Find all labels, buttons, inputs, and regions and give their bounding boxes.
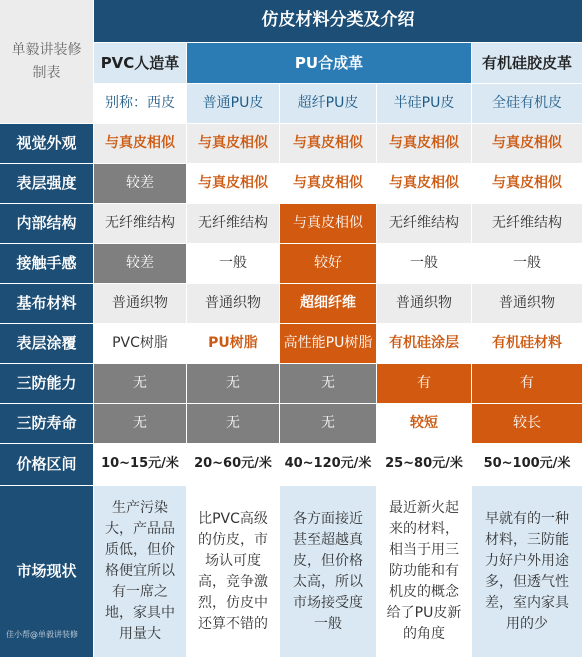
cell-market-full-silicone: 早就有的一种材料，三防能力好户外用途多，但透气性差，室内家具用的少 — [472, 486, 583, 658]
cell-market-normal-pu: 比PVC高级的仿皮，市场认可度高，竞争激烈，仿皮中还算不错的 — [187, 486, 280, 658]
cell-touch-pvc: 较差 — [94, 244, 187, 284]
cell-strength-microfiber-pu: 与真皮相似 — [280, 164, 377, 204]
cell-structure-microfiber-pu: 与真皮相似 — [280, 204, 377, 244]
cell-coating-normal-pu: PU树脂 — [187, 324, 280, 364]
row-label-market: 市场现状 — [0, 486, 94, 658]
row-label-coating: 表层涂覆 — [0, 324, 94, 364]
cell-price-semi-silicone: 25~80元/米 — [377, 444, 472, 486]
cell-structure-normal-pu: 无纤维结构 — [187, 204, 280, 244]
cell-appearance-microfiber-pu: 与真皮相似 — [280, 124, 377, 164]
brand-text: 单毅讲装修制表 — [11, 42, 82, 81]
cell-market-pvc: 生产污染大，产品品质低，但价格便宜所以有一席之地，家具中用量大 — [94, 486, 187, 658]
group-pu: PU合成革 — [187, 43, 472, 84]
cell-appearance-normal-pu: 与真皮相似 — [187, 124, 280, 164]
cell-market-semi-silicone: 最近新火起来的材料，相当于用三防功能和有机皮的概念给了PU皮新的角度 — [377, 486, 472, 658]
cell-life-pvc: 无 — [94, 404, 187, 444]
cell-life-normal-pu: 无 — [187, 404, 280, 444]
row-label-surface-strength: 表层强度 — [0, 164, 94, 204]
row-label-structure: 内部结构 — [0, 204, 94, 244]
cell-protection-normal-pu: 无 — [187, 364, 280, 404]
cell-touch-semi-silicone: 一般 — [377, 244, 472, 284]
table-title: 仿皮材料分类及介绍 — [94, 0, 583, 43]
cell-life-semi-silicone: 较短 — [377, 404, 472, 444]
subtype-normal-pu: 普通PU皮 — [187, 84, 280, 124]
cell-strength-full-silicone: 与真皮相似 — [472, 164, 583, 204]
row-label-base-fabric: 基布材料 — [0, 284, 94, 324]
cell-appearance-full-silicone: 与真皮相似 — [472, 124, 583, 164]
cell-touch-full-silicone: 一般 — [472, 244, 583, 284]
cell-price-microfiber-pu: 40~120元/米 — [280, 444, 377, 486]
cell-structure-semi-silicone: 无纤维结构 — [377, 204, 472, 244]
cell-coating-full-silicone: 有机硅材料 — [472, 324, 583, 364]
cell-fabric-microfiber-pu: 超细纤维 — [280, 284, 377, 324]
cell-coating-semi-silicone: 有机硅涂层 — [377, 324, 472, 364]
cell-life-microfiber-pu: 无 — [280, 404, 377, 444]
cell-coating-pvc: PVC树脂 — [94, 324, 187, 364]
cell-strength-semi-silicone: 与真皮相似 — [377, 164, 472, 204]
cell-protection-pvc: 无 — [94, 364, 187, 404]
row-label-touch: 接触手感 — [0, 244, 94, 284]
subtype-pvc: 别称：西皮 — [94, 84, 187, 124]
cell-touch-normal-pu: 一般 — [187, 244, 280, 284]
cell-coating-microfiber-pu: 高性能PU树脂 — [280, 324, 377, 364]
cell-structure-full-silicone: 无纤维结构 — [472, 204, 583, 244]
cell-fabric-semi-silicone: 普通织物 — [377, 284, 472, 324]
cell-protection-microfiber-pu: 无 — [280, 364, 377, 404]
cell-appearance-pvc: 与真皮相似 — [94, 124, 187, 164]
cell-price-full-silicone: 50~100元/米 — [472, 444, 583, 486]
cell-fabric-pvc: 普通织物 — [94, 284, 187, 324]
cell-appearance-semi-silicone: 与真皮相似 — [377, 124, 472, 164]
cell-price-normal-pu: 20~60元/米 — [187, 444, 280, 486]
group-pvc: PVC人造革 — [94, 43, 187, 84]
subtype-semi-silicone-pu: 半硅PU皮 — [377, 84, 472, 124]
cell-price-pvc: 10~15元/米 — [94, 444, 187, 486]
row-label-appearance: 视觉外观 — [0, 124, 94, 164]
subtype-full-silicone: 全硅有机皮 — [472, 84, 583, 124]
cell-strength-pvc: 较差 — [94, 164, 187, 204]
cell-protection-full-silicone: 有 — [472, 364, 583, 404]
brand-label — [0, 0, 94, 124]
cell-touch-microfiber-pu: 较好 — [280, 244, 377, 284]
row-label-protection: 三防能力 — [0, 364, 94, 404]
row-label-protection-life: 三防寿命 — [0, 404, 94, 444]
cell-market-microfiber-pu: 各方面接近甚至超越真皮，但价格太高，所以市场接受度一般 — [280, 486, 377, 658]
cell-fabric-normal-pu: 普通织物 — [187, 284, 280, 324]
row-label-price: 价格区间 — [0, 444, 94, 486]
cell-protection-semi-silicone: 有 — [377, 364, 472, 404]
cell-structure-pvc: 无纤维结构 — [94, 204, 187, 244]
group-silicone: 有机硅胶皮革 — [472, 43, 583, 84]
cell-strength-normal-pu: 与真皮相似 — [187, 164, 280, 204]
watermark: 佳小帮@单毅讲装修 — [6, 630, 78, 639]
cell-fabric-full-silicone: 普通织物 — [472, 284, 583, 324]
cell-life-full-silicone: 较长 — [472, 404, 583, 444]
subtype-microfiber-pu: 超纤PU皮 — [280, 84, 377, 124]
